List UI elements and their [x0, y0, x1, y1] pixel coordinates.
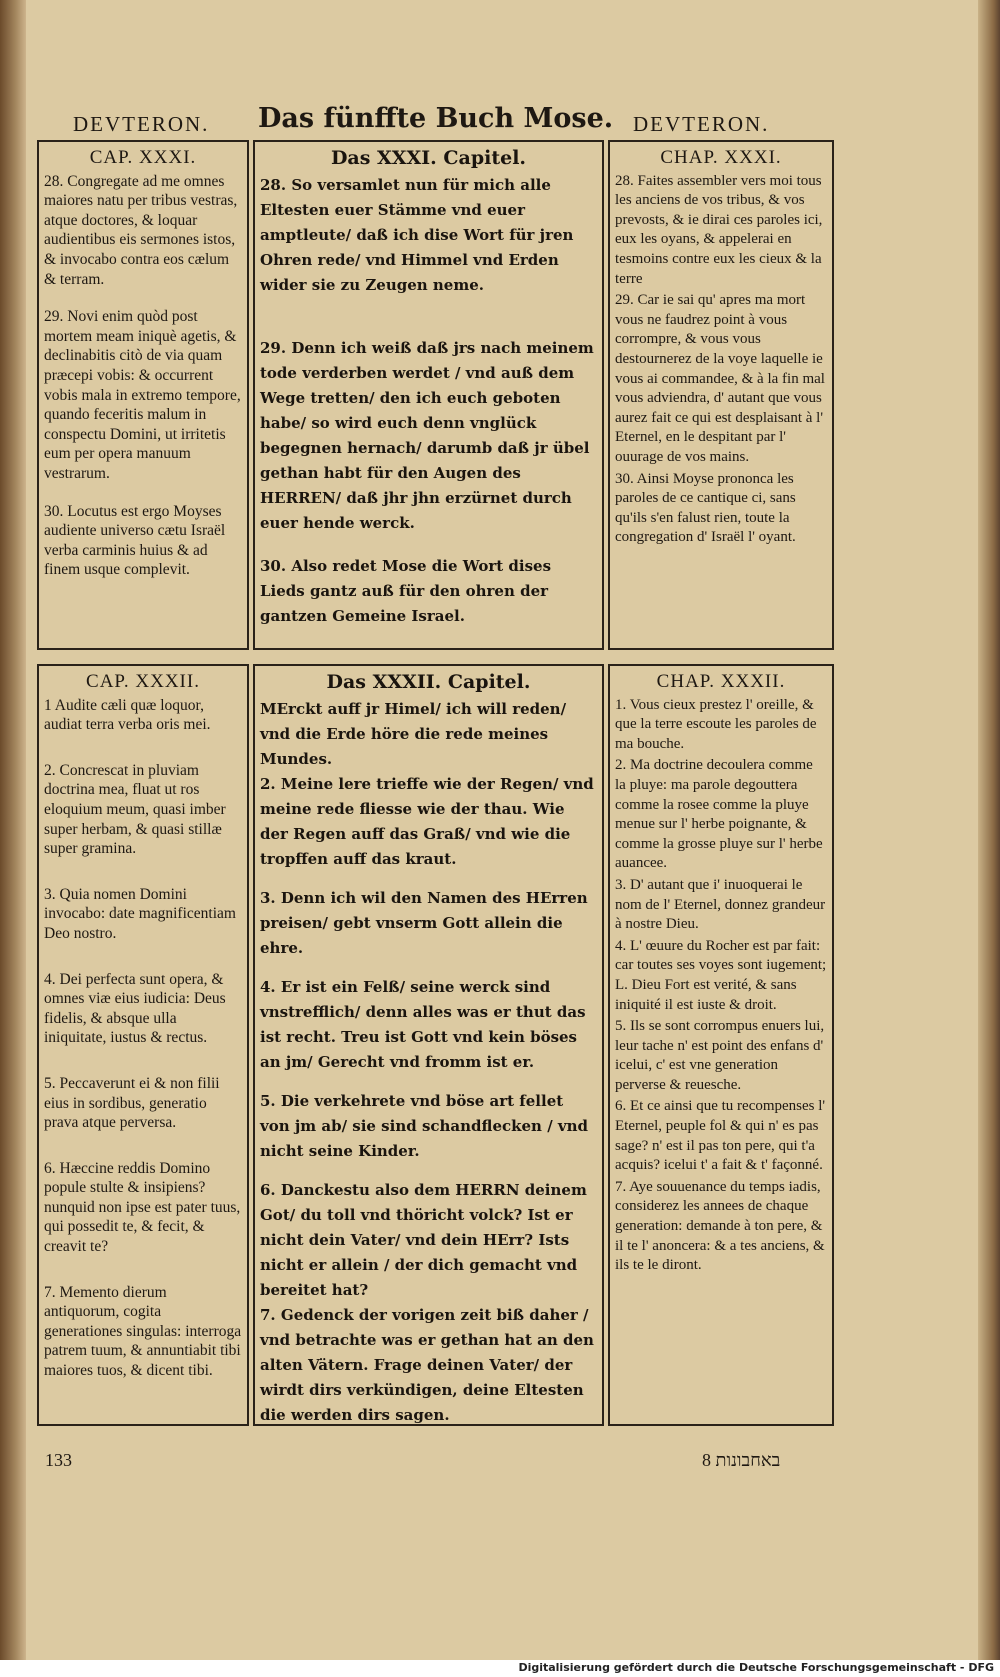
catchword: באחבונות 8: [702, 1450, 781, 1470]
latin-verse: 4. Dei perfecta sunt opera, & omnes viæ eius iudicia: Deus fidelis, & absque ulla iniquitate, iustus & rectus.: [44, 970, 226, 1047]
german-verse: 6. Danckestu also dem HERRN deinem Got/ du toll vnd thöricht volck? Ist er nicht dein Vater/ vnd dein HErr? Ists nicht er allein / der dich gemacht vnd bereitet hat?: [260, 1181, 587, 1299]
french-column-c32: [615, 672, 827, 1292]
latin-column-c32: [44, 672, 242, 1397]
latin-verse: 2. Concrescat in pluviam doctrina mea, fluat ut ros eloquium meum, quasi imber super herbam, & quasi stillæ super gramina.: [44, 761, 226, 858]
french-verse: 28. Faites assembler vers moi tous les anciens de vos tribus, & vos prevosts, & ie dirai ces paroles ici, eux les oyans, & appelerai en tesmoins contre eux les cieux & la terre: [615, 172, 823, 287]
header-center: Das fünffte Buch Mose.: [258, 103, 614, 134]
german-column-c31: [260, 146, 597, 645]
german-verse: 2. Meine lere trieffe wie der Regen/ vnd meine rede fliesse wie der thau. Wie der Regen auff das Graß/ vnd wie die tropffen auff das kraut.: [260, 775, 594, 868]
german-verse: 7. Gedenck der vorigen zeit biß daher / vnd betrachte was er gethan hat an den alten Vätern. Frage deinen Vater/ der wirdt dirs verkündigen, deine Eltesten die werden dirs sagen.: [260, 1306, 594, 1424]
german-verse: 29. Denn ich weiß daß jrs nach meinem tode verderben werdet / vnd auß dem Wege tretten/ den ich euch geboten habe/ so wird euch denn vnglück begegnen hernach/ darumb daß jr übel gethan habt für den Augen des HERREN/ daß jhr jhn erzürnet durch euer hende werck.: [260, 339, 594, 532]
latin-verse: 6. Hæccine reddis Domino popule stulte & insipiens? nunquid non ipse est pater tuus, qui possedit te, & fecit, & creavit te?: [44, 1159, 241, 1256]
french-verse: 4. L' œuure du Rocher est par fait: car toutes ses voyes sont iugement; L. Dieu Fort est verité, & sans iniquité il est iuste & droit.: [615, 937, 827, 1013]
german-verse: 28. So versamlet nun für mich alle Eltesten euer Stämme vnd euer amptleute/ daß ich dise Wort für jren Ohren rede/ vnd Himmel vnd Erden wider sie zu Zeugen neme.: [260, 176, 574, 294]
french-column-c31: [615, 148, 827, 564]
german-column-c32: [260, 670, 597, 1444]
latin-verse: 28. Congregate ad me omnes maiores natu per tribus vestras, atque doctores, & loquar audientibus eis sermones istos, & invocabo contra eos cælum & terram.: [44, 172, 238, 288]
latin-verse: 7. Memento dierum antiquorum, cogita generationes singulas: interroga patrem tuum, & annuntiabit tibi maiores tuos, & dicent tibi.: [44, 1283, 242, 1380]
page-edge: [978, 0, 1000, 1660]
latin-verse: 5. Peccaverunt ei & non filii eius in sordibus, generatio prava atque perversa.: [44, 1074, 220, 1132]
latin-verse: 29. Novi enim quòd post mortem meam iniquè agetis, & declinabitis citò de via quam præcepi vobis: & occurrent vobis mala in extremo tempore, quando feceritis malum in conspectu Domini, ut irritetis eum per opera manuum vestrarum.: [44, 308, 241, 482]
french-verse: 3. D' autant que i' inuoquerai le nom de l' Eternel, donnez grandeur à nostre Dieu.: [615, 876, 826, 933]
latin-verse: 30. Locutus est ergo Moyses audiente universo cætu Israël verba carminis huius & ad finem usque complevit.: [44, 502, 226, 579]
page-number: 133: [45, 1450, 72, 1470]
french-chapter-title: CHAP. XXXII.: [656, 671, 786, 692]
header-left: DEVTERON.: [73, 112, 210, 136]
latin-verse: 3. Quia nomen Domini invocabo: date magnificentiam Deo nostro.: [44, 885, 236, 942]
latin-verse: 1 Audite cæli quæ loquor, audiat terra verba oris mei.: [44, 696, 211, 734]
digitization-note: Digitalisierung gefördert durch die Deutsche Forschungsgemeinschaft - DFG: [518, 1661, 994, 1674]
french-verse: 6. Et ce ainsi que tu recompenses l' Eternel, peuple fol & qui n' es pas sage? n' est il pas ton pere, qui t'a acquis? icelui t' a fait & t' façonné.: [615, 1098, 826, 1174]
french-verse: 30. Ainsi Moyse prononca les paroles de ce cantique ci, sans qu'ils s'en falust rien, toute la congregation d' Israël l' oyant.: [615, 470, 796, 546]
german-chapter-title: Das XXXII. Capitel.: [326, 671, 531, 693]
french-chapter-title: CHAP. XXXI.: [660, 147, 782, 168]
french-verse: 29. Car ie sai qu' apres ma mort vous ne faudrez point à vous corrompre, & vous vous destournerez de la voye laquelle ie vous ai commandee, & à la fin mal vous adviendra, d' autant que vous aurez fait ce qui est desplaisant à l' Eternel, en le despitant par l' ouurage de vos mains.: [615, 292, 825, 465]
german-verse: 4. Er ist ein Felß/ seine werck sind vnstrefflich/ denn alles was er thut das ist recht. Treu ist Gott vnd kein böses an jm/ Gerecht vnd fromm ist er.: [260, 978, 586, 1071]
french-verse: 2. Ma doctrine decoulera comme la pluye: ma parole degouttera comme la rosee comme la pluye menue sur l' herbe poignante, & comme la grosse pluye sur l' herbe auancee.: [615, 757, 823, 872]
book-spine: [0, 0, 26, 1660]
german-verse: 3. Denn ich wil den Namen des HErren preisen/ gebt vnserm Gott allein die ehre.: [260, 889, 588, 957]
latin-chapter-title: CAP. XXXI.: [89, 147, 197, 168]
latin-chapter-title: CAP. XXXII.: [86, 671, 200, 692]
french-verse: 1. Vous cieux prestez l' oreille, & que la terre escoute les paroles de ma bouche.: [615, 696, 817, 752]
german-chapter-title: Das XXXI. Capitel.: [330, 147, 527, 169]
latin-column-c31: [44, 148, 242, 596]
french-verse: 7. Aye souuenance du temps iadis, considerez les annees de chaque generation: demande à ton pere, & il te l' anoncera: & a tes anciens, & ils te le diront.: [615, 1178, 825, 1274]
french-verse: 5. Ils se sont corrompus enuers lui, leur tache n' est point des enfans d' icelui, c' est vne generation perverse & reuesche.: [615, 1018, 825, 1093]
german-verse: 30. Also redet Mose die Wort dises Lieds gantz auß für den ohren der gantzen Gemeine Israel.: [260, 557, 552, 625]
header-right: DEVTERON.: [633, 112, 770, 136]
german-verse: MErckt auff jr Himel/ ich will reden/ vnd die Erde höre die rede meines Mundes.: [260, 700, 567, 768]
german-verse: 5. Die verkehrete vnd böse art fellet von jm ab/ sie sind schandflecken / vnd nicht seine Kinder.: [260, 1092, 589, 1160]
